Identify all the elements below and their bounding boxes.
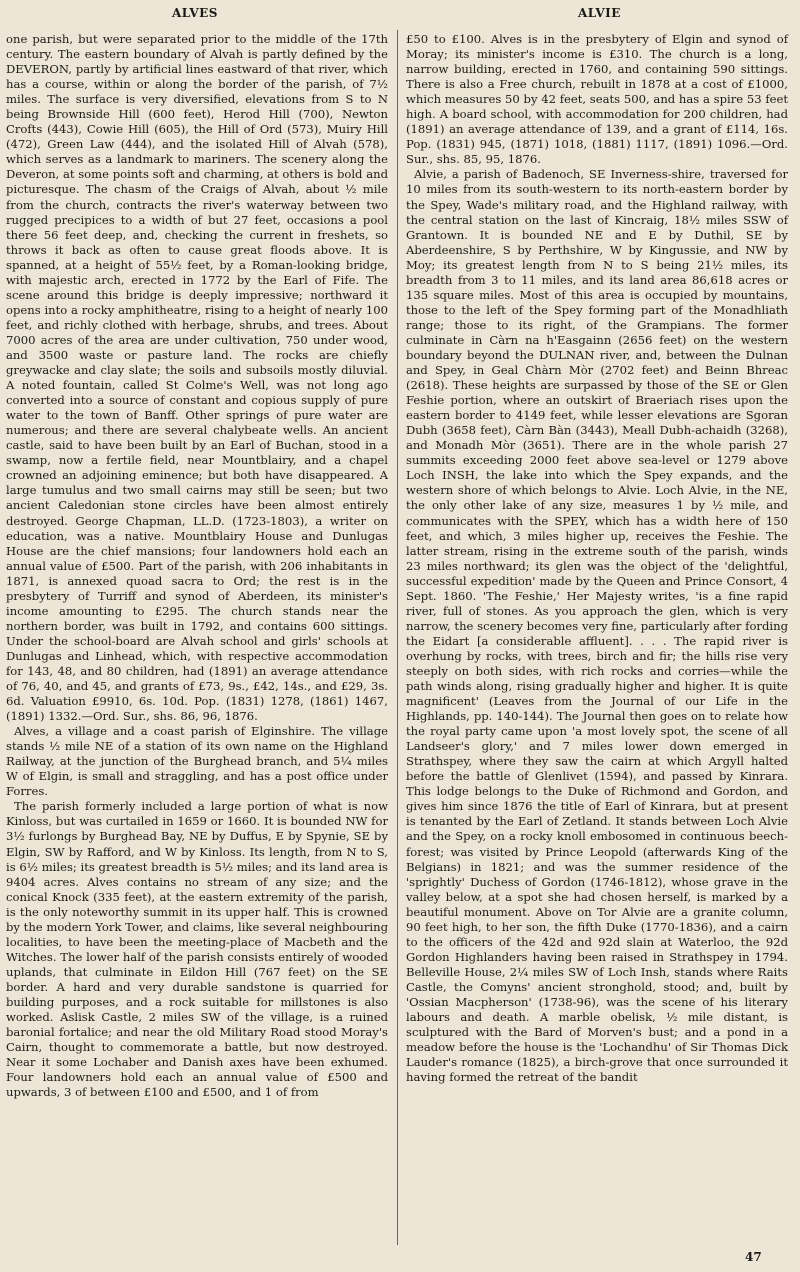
running-head-right: ALVIE — [578, 6, 621, 20]
paragraph-alvah-continued: one parish, but were separated prior to the middle of the 17th century. The eastern boundary of Alvah is partly defined by the DEVERON, partly by artificial lines eastward of that river, which has a course, within or along the border of the parish, of 7½ miles. The surface is very diversified, elevations from S to N being Brownside Hill (600 feet), Herod Hill (700), Newton Crofts (443), Cowie Hill (605), the Hill of Ord (573), Muiry Hill (472), Green Law (444), and the isolated Hill of Alvah (578), which serves as a landmark to mariners. The scenery along the Deveron, at some points soft and charming, at others is bold and picturesque. The chasm of the Craigs of Alvah, about ½ mile from the church, contracts the river's waterway between two rugged precipices to a width of but 27 feet, occasions a pool there 56 feet deep, and, checking the current in freshets, so throws it back as often to cause great floods above. It is spanned, at a height of 55½ feet, by a Roman-looking bridge, with majestic arch, erected in 1772 by the Earl of Fife. The scene around this bridge is deeply impressive; northward it opens into a rocky amphitheatre, rising to a height of nearly 100 feet, and richly clothed with herbage, shrubs, and trees. About 7000 acres of the area are under cultivation, 750 under wood, and 3500 waste or pasture land. The rocks are chiefly greywacke and clay slate; the soils and subsoils mostly diluvial. A noted fountain, called St Colme's Well, was not long ago converted into a source of constant and copious supply of pure water to the town of Banff. Other springs of pure water are numerous; and there are several chalybeate wells. An ancient castle, said to have been built by an Earl of Buchan, stood in a swamp, now a fertile field, near Mountblairy, and a chapel crowned an adjoining eminence; but both have disappeared. A large tumulus and two small cairns may still be seen; but two ancient Caledonian stone circles have been almost entirely destroyed. George Chapman, LL.D. (1723-1803), a writer on education, was a native. Mountblairy House and Dunlugas House are the chief mansions; four landowners hold each an annual value of £500. Part of the parish, with 206 inhabitants in 1871, is annexed quoad sacra to Ord; the rest is in the presbytery of Turriff and synod of Aberdeen, its minister's income amounting to £295. The church stands near the northern border, was built in 1792, and contains 600 sittings. Under the school-board are Alvah school and girls' schools at Dunlugas and Linhead, which, with respective accommodation for 143, 48, and 80 children, had (1891) an average attendance of 76, 40, and 45, and grants of £73, 9s., £42, 14s., and £29, 3s. 6d. Valuation £9910, 6s. 10d. Pop. (1831) 1278, (1861) 1467, (1891) 1332.—Ord. Sur., shs. 86, 96, 1876. — [6, 32, 388, 724]
column-divider — [397, 30, 398, 1245]
left-column — [6, 32, 388, 1100]
paragraph-alves-continued: £50 to £100. Alves is in the presbytery of Elgin and synod of Moray; its minister's income is £310. The church is a long, narrow building, erected in 1760, and containing 590 sittings. There is also a Free church, rebuilt in 1878 at a cost of £1000, which measures 50 by 42 feet, seats 500, and has a spire 53 feet high. A board school, with accommodation for 200 children, had (1891) an average attendance of 139, and a grant of £114, 16s. Pop. (1831) 945, (1871) 1018, (1881) 1117, (1891) 1096.—Ord. Sur., shs. 85, 95, 1876. — [406, 32, 788, 167]
right-column — [406, 32, 788, 1085]
paragraph-alvie-entry: Alvie, a parish of Badenoch, SE Inverness-shire, traversed for 10 miles from its south-western to its north-eastern border by the Spey, Wade's military road, and the Highland railway, with the central station on the last of Kincraig, 18½ miles SSW of Grantown. It is bounded NE and E by Duthil, SE by Aberdeenshire, S by Perthshire, W by Kingussie, and NW by Moy; its greatest length from N to S being 21½ miles, its breadth from 3 to 11 miles, and its land area 86,618 acres or 135 square miles. Most of this area is occupied by mountains, those to the left of the Spey forming part of the Monadhliath range; those to its right, of the Grampians. The former culminate in Càrn na h'Easgainn (2656 feet) on the western boundary beyond the DULNAN river, and, between the Dulnan and Spey, in Geal Chàrn Mòr (2702 feet) and Beinn Bhreac (2618). These heights are surpassed by those of the SE or Glen Feshie portion, where an outskirt of Braeriach rises upon the eastern border to 4149 feet, while lesser elevations are Sgoran Dubh (3658 feet), Càrn Bàn (3443), Meall Dubh-achaidh (3268), and Monadh Mòr (3651). There are in the whole parish 27 summits exceeding 2000 feet above sea-level or 1279 above Loch INSH, the lake into which the Spey expands, and the western shore of which belongs to Alvie. Loch Alvie, in the NE, the only other lake of any size, measures 1 by ½ mile, and communicates with the SPEY, which has a width here of 150 feet, and which, 3 miles higher up, receives the Feshie. The latter stream, rising in the extreme south of the parish, winds 23 miles northward; its glen was the object of the 'delightful, successful expedition' made by the Queen and Prince Consort, 4 Sept. 1860. 'The Feshie,' Her Majesty writes, 'is a fine rapid river, full of stones. As you approach the glen, which is very narrow, the scenery becomes very fine, particularly after fording the Eidart [a considerable affluent]. . . . The rapid river is overhung by rocks, with trees, birch and fir; the hills rise very steeply on both sides, with rich rocks and corries—while the path winds along, rising gradually higher and higher. It is quite magnificent' (Leaves from the Journal of our Life in the Highlands, pp. 140-144). The Journal then goes on to relate how the royal party came upon 'a most lovely spot, the scene of all Landseer's glory,' and 7 miles lower down emerged in Strathspey, where they saw the cairn at which Argyll halted before the battle of Glenlivet (1594), and passed by Kinrara. This lodge belongs to the Duke of Richmond and Gordon, and gives him since 1876 the title of Earl of Kinrara, but at present is tenanted by the Earl of Zetland. It stands between Loch Alvie and the Spey, on a rocky knoll embosomed in continuous beech-forest; was visited by Prince Leopold (afterwards King of the Belgians) in 1821; and was the summer residence of the 'sprightly' Duchess of Gordon (1746-1812), whose grave in the valley below, at a spot she had chosen herself, is marked by a beautiful monument. Above on Tor Alvie are a granite column, 90 feet high, to her son, the fifth Duke (1770-1836), and a cairn to the officers of the 42d and 92d slain at Waterloo, the 92d Gordon Highlanders having been raised in Strathspey in 1794. Belleville House, 2¼ miles SW of Loch Insh, stands where Raits Castle, the Comyns' ancient stronghold, stood; and, built by 'Ossian Macpherson' (1738-96), was the scene of his literary labours and death. A marble obelisk, ½ mile distant, is sculptured with the Bard of Morven's bust; and a pond in a meadow before the house is the 'Lochandhu' of Sir Thomas Dick Lauder's romance (1825), a birch-grove that once surrounded it having formed the retreat of the bandit — [406, 167, 788, 1085]
page-number: 47 — [745, 1250, 762, 1264]
paragraph-alves-parish: The parish formerly included a large portion of what is now Kinloss, but was curtailed in 1659 or 1660. It is bounded NW for 3½ furlongs by Burghead Bay, NE by Duffus, E by Spynie, SE by Elgin, SW by Rafford, and W by Kinloss. Its length, from N to S, is 6½ miles; its greatest breadth is 5½ miles; and its land area is 9404 acres. Alves contains no stream of any size; and the conical Knock (335 feet), at the eastern extremity of the parish, is the only noteworthy summit in its upper half. This is crowned by the modern York Tower, and claims, like several neighbouring localities, to have been the meeting-place of Macbeth and the Witches. The lower half of the parish consists entirely of wooded uplands, that culminate in Eildon Hill (767 feet) on the SE border. A hard and very durable sandstone is quarried for building purposes, and a rock suitable for millstones is also worked. Aslisk Castle, 2 miles SW of the village, is a ruined baronial fortalice; and near the old Military Road stood Moray's Cairn, thought to commemorate a battle, but now destroyed. Near it some Lochaber and Danish axes have been exhumed. Four landowners hold each an annual value of £500 and upwards, 3 of between £100 and £500, and 1 of from — [6, 799, 389, 1100]
paragraph-alves-entry: Alves, a village and a coast parish of Elginshire. The village stands ½ mile NE of a station of its own name on the Highland Railway, at the junction of the Burghead branch, and 5¼ miles W of Elgin, is small and straggling, and has a post office under Forres. — [6, 724, 388, 799]
running-head-left: ALVES — [172, 6, 218, 20]
